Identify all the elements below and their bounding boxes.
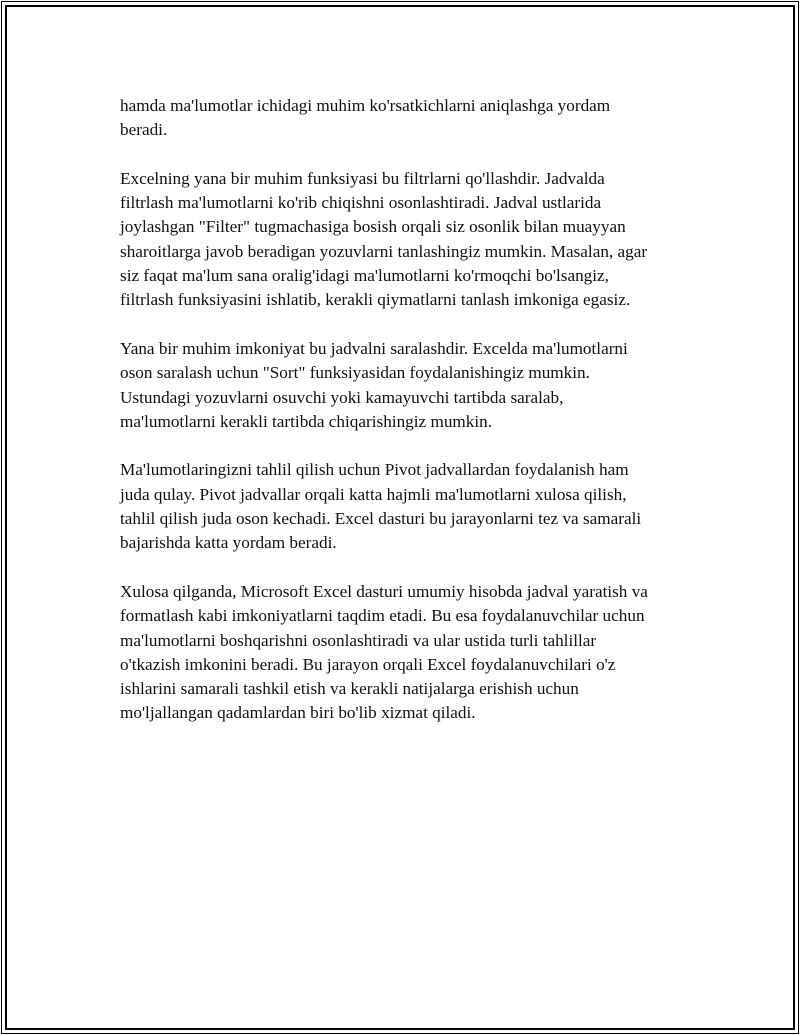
paragraph-1: hamda ma'lumotlar ichidagi muhim ko'rsatkichlarni aniqlashga yordam beradi. xyxy=(120,96,611,140)
paragraph-3: Yana bir muhim imkoniyat bu jadvalni saralashdir. Excelda ma'lumotlarni oson saralash uchun "Sort" funksiyasidan foydalanishingiz mumkin. Ustundagi yozuvlarni osuvchi yoki kamayuvchi tartibda saralab, ma'lumotlarni kerakli tartibda chiqarishingiz mumkin. xyxy=(120,338,628,431)
paragraph-4: Ma'lumotlaringizni tahlil qilish uchun Pivot jadvallardan foydalanish ham juda qulay. Pivot jadvallar orqali katta hajmli ma'lumotlarni xulosa qilish, tahlil qilish juda oson kechadi. Excel dasturi bu jarayonlarni tez va samarali bajarishda katta yordam beradi. xyxy=(120,460,642,553)
paragraph-5: Xulosa qilganda, Microsoft Excel dasturi umumiy hisobda jadval yaratish va formatlash kabi imkoniyatlarni taqdim etadi. Bu esa foydalanuvchilar uchun ma'lumotlarni boshqarishni osonlashtiradi va ular ustida turli tahlillar o'tkazish imkonini beradi. Bu jarayon orqali Excel foydalanuvchilari o'z ishlarini samarali tashkil etish va kerakli natijalarga erishish uchun mo'ljallangan qadamlardan biri bo'lib xizmat qiladi. xyxy=(120,581,648,723)
document-body xyxy=(120,94,710,750)
paragraph-2: Excelning yana bir muhim funksiyasi bu filtrlarni qo'llashdir. Jadvalda filtrlash ma'lumotlarni ko'rib chiqishni osonlashtiradi. Jadval ustlarida joylashgan "Filter" tugmachasiga bosish orqali siz osonlik bilan muayyan sharoitlarga javob beradigan yozuvlarni tanlashingiz mumkin. Masalan, agar siz faqat ma'lum sana oralig'idagi ma'lumotlarni ko'rmoqchi bo'lsangiz, filtrlash funksiyasini ishlatib, kerakli qiymatlarni tanlash imkoniga egasiz. xyxy=(120,168,648,310)
page-frame xyxy=(1,1,799,1034)
